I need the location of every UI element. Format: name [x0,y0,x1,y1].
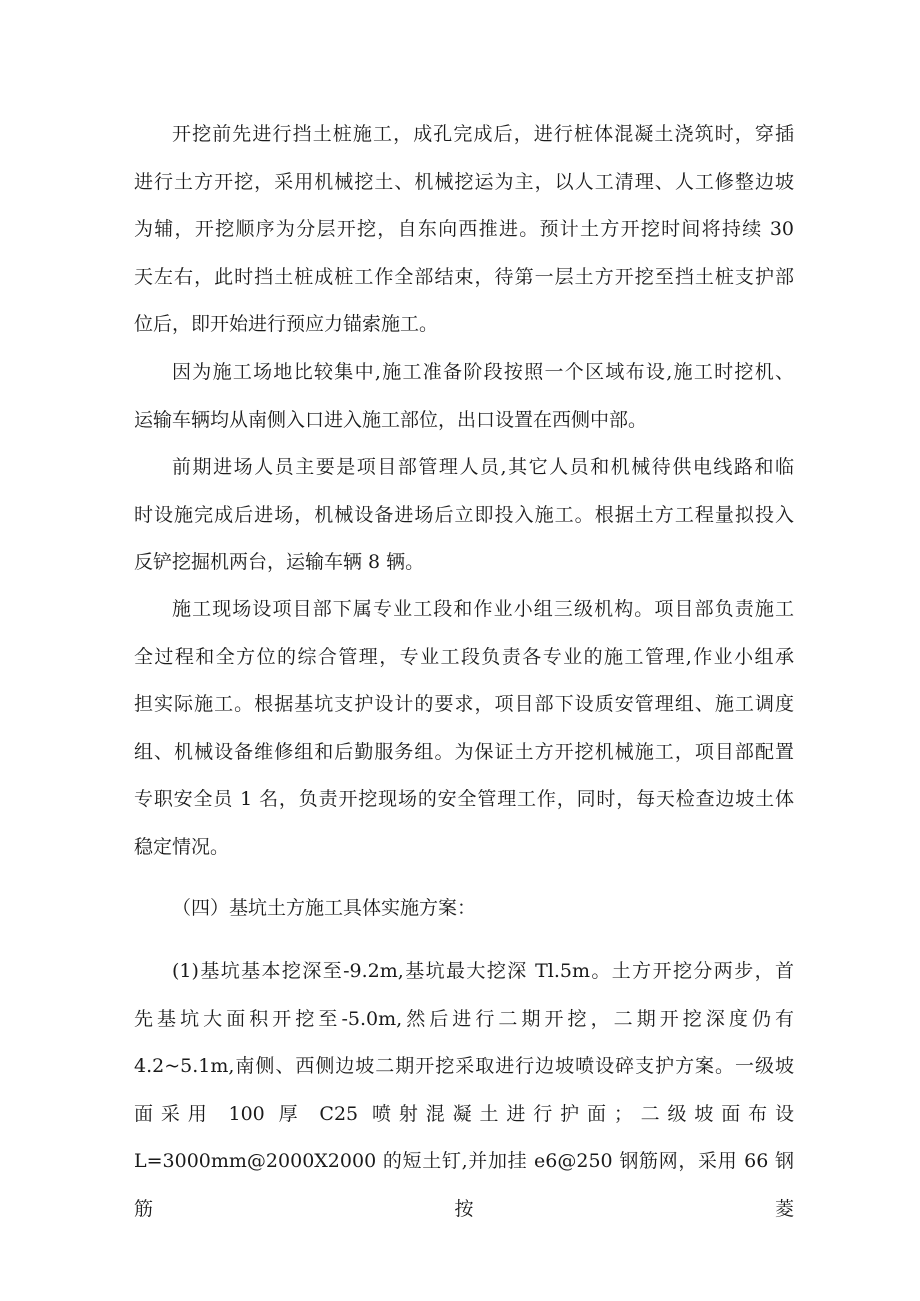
text-line: 组、机械设备维修组和后勤服务组。为保证土方开挖机械施工，项目部配置 [134,740,794,763]
text-line: 4.2~5.1m,南侧、西侧边坡二期开挖采取进行边坡喷设碎支护方案。一级坡 [134,1055,794,1077]
text-line: 前期进场人员主要是项目部管理人员,其它人员和机械待供电线路和临 [172,456,794,478]
text-line: L=3000mm@2000X2000 的短土钉,并加挂 e6@250 钢筋网，采用 66 钢筋按菱 [134,1150,794,1220]
paragraph-implementation-plan [134,948,794,1220]
text-line: 稳定情况。 [134,835,230,858]
text-line: 施工现场设项目部下属专业工段和作业小组三级机构。项目部负责施工 [172,598,794,620]
text-line: 为辅，开挖顺序为分层开挖，自东向西推进。预计土方开挖时间将持续 30 [134,218,794,240]
text-line: 担实际施工。根据基坑支护设计的要求，项目部下设质安管理组、施工调度 [134,693,794,715]
text-line: 运输车辆均从南侧入口进入施工部位，出口设置在西侧中部。 [134,408,648,431]
text-line: (1)基坑基本挖深至-9.2m,基坑最大挖深 Tl.5m。土方开挖分两步，首 [172,960,794,982]
paragraph-excavation-sequence [134,111,794,349]
text-line: 因为施工场地比较集中,施工准备阶段按照一个区域布设,施工时挖机、 [172,361,794,383]
paragraph-personnel-entry [134,444,794,587]
text-line: 反铲挖掘机两台，运输车辆 8 辆。 [134,551,425,573]
text-line: 开挖前先进行挡土桩施工，成孔完成后，进行桩体混凝土浇筑时，穿插 [172,123,794,145]
text-line: 全过程和全方位的综合管理，专业工段负责各专业的施工管理,作业小组承 [134,645,794,668]
text-line: 进行土方开挖，采用机械挖土、机械挖运为主，以人工清理、人工修整边坡 [134,170,794,193]
heading-text: （四）基坑土方施工具体实施方案： [172,897,477,919]
paragraph-site-layout [134,349,794,444]
text-line: 时设施完成后进场，机械设备进场后立即投入施工。根据土方工程量拟投入 [134,503,794,526]
text-line: 先基坑大面积开挖至-5.0m,然后进行二期开挖，二期开挖深度仍有 [134,1007,794,1030]
text-line: 专职安全员 1 名，负责开挖现场的安全管理工作，同时，每天检查边坡土体 [134,788,794,810]
paragraph-organization [134,586,794,871]
text-line: 位后，即开始进行预应力锚索施工。 [134,313,439,335]
section-heading [134,885,794,933]
text-line: 面采用 100 厚 C25 喷射混凝土进行护面；二级坡面布设 [134,1102,794,1125]
text-line: 天左右，此时挡土桩成桩工作全部结束，待第一层土方开挖至挡土桩支护部 [134,265,794,288]
